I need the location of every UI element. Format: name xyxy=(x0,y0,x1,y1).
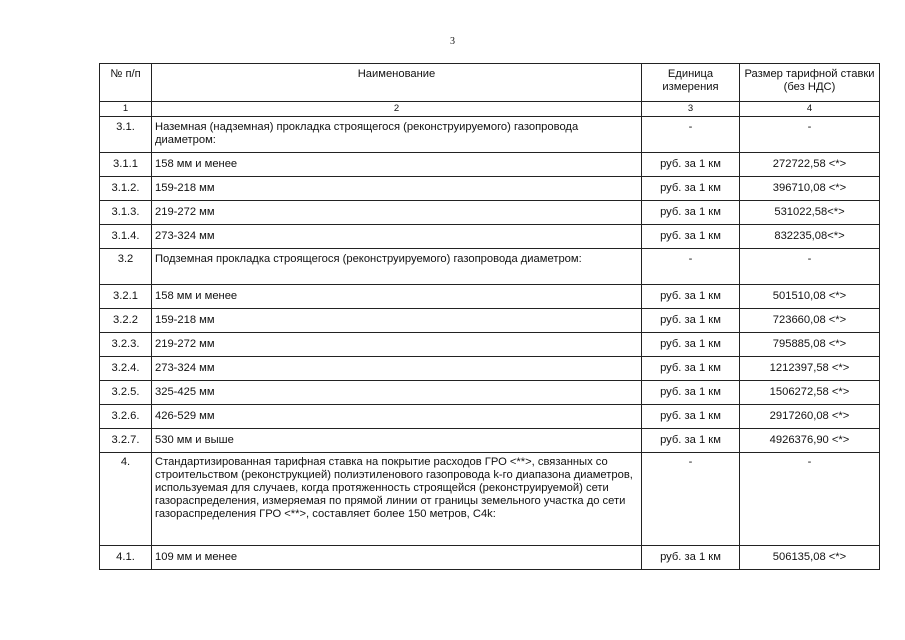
table-row xyxy=(100,381,880,405)
row-unit: - xyxy=(642,117,740,153)
row-rate: 272722,58 <*> xyxy=(740,153,880,177)
row-rate: 723660,08 <*> xyxy=(740,309,880,333)
row-name: 273-324 мм xyxy=(152,357,642,381)
table-row xyxy=(100,201,880,225)
row-number: 3.2.3. xyxy=(100,333,152,357)
table-row xyxy=(100,429,880,453)
row-unit: - xyxy=(642,249,740,285)
row-rate: 795885,08 <*> xyxy=(740,333,880,357)
row-rate: 1506272,58 <*> xyxy=(740,381,880,405)
table-row xyxy=(100,333,880,357)
row-rate: 531022,58<*> xyxy=(740,201,880,225)
column-number: 4 xyxy=(740,102,880,117)
column-number: 1 xyxy=(100,102,152,117)
row-number: 3.1.3. xyxy=(100,201,152,225)
table-row xyxy=(100,453,880,546)
table-row xyxy=(100,285,880,309)
row-number: 4.1. xyxy=(100,546,152,570)
row-rate: 4926376,90 <*> xyxy=(740,429,880,453)
row-number: 3.2.6. xyxy=(100,405,152,429)
row-unit: руб. за 1 км xyxy=(642,177,740,201)
row-name: Стандартизированная тарифная ставка на покрытие расходов ГРО <**>, связанных со строительством (реконструкцией) полиэтиленового газопровода k-го диапазона диаметров, используемая для случаев, когда протяженность строящейся (реконструируемой) сети газораспределения, измеряемая по прямой линии от границы земельного участка до сети газораспределения ГРО <**>, составляет более 150 метров, С4k: xyxy=(152,453,642,546)
table-row xyxy=(100,357,880,381)
column-number: 2 xyxy=(152,102,642,117)
row-name: 530 мм и выше xyxy=(152,429,642,453)
header-number: № п/п xyxy=(100,64,152,102)
table-row xyxy=(100,249,880,285)
row-number: 4. xyxy=(100,453,152,546)
table-row xyxy=(100,117,880,153)
row-rate: 506135,08 <*> xyxy=(740,546,880,570)
table-row xyxy=(100,177,880,201)
page-number: 3 xyxy=(450,36,455,47)
row-unit: руб. за 1 км xyxy=(642,381,740,405)
header-unit: Единица измерения xyxy=(642,64,740,102)
row-number: 3.2.4. xyxy=(100,357,152,381)
row-name: 219-272 мм xyxy=(152,201,642,225)
column-number: 3 xyxy=(642,102,740,117)
tariff-table xyxy=(99,63,880,570)
row-rate: 2917260,08 <*> xyxy=(740,405,880,429)
row-unit: руб. за 1 км xyxy=(642,225,740,249)
row-unit: руб. за 1 км xyxy=(642,429,740,453)
row-number: 3.1.2. xyxy=(100,177,152,201)
row-unit: руб. за 1 км xyxy=(642,405,740,429)
table-row xyxy=(100,225,880,249)
row-rate: 832235,08<*> xyxy=(740,225,880,249)
row-number: 3.2 xyxy=(100,249,152,285)
row-rate: 501510,08 <*> xyxy=(740,285,880,309)
table-row xyxy=(100,309,880,333)
row-unit: руб. за 1 км xyxy=(642,357,740,381)
table-row xyxy=(100,405,880,429)
row-number: 3.1.1 xyxy=(100,153,152,177)
row-number: 3.2.1 xyxy=(100,285,152,309)
row-number: 3.2.2 xyxy=(100,309,152,333)
row-rate: 1212397,58 <*> xyxy=(740,357,880,381)
row-rate: 396710,08 <*> xyxy=(740,177,880,201)
row-rate: - xyxy=(740,249,880,285)
row-unit: руб. за 1 км xyxy=(642,153,740,177)
row-name: 109 мм и менее xyxy=(152,546,642,570)
row-number: 3.1.4. xyxy=(100,225,152,249)
row-unit: руб. за 1 км xyxy=(642,546,740,570)
row-rate: - xyxy=(740,453,880,546)
row-name: Наземная (надземная) прокладка строящегося (реконструируемого) газопровода диаметром: xyxy=(152,117,642,153)
row-unit: руб. за 1 км xyxy=(642,201,740,225)
row-unit: - xyxy=(642,453,740,546)
row-unit: руб. за 1 км xyxy=(642,333,740,357)
table-header-row xyxy=(100,64,880,102)
row-name: 325-425 мм xyxy=(152,381,642,405)
row-name: 273-324 мм xyxy=(152,225,642,249)
row-name: 159-218 мм xyxy=(152,177,642,201)
header-rate: Размер тарифной ставки (без НДС) xyxy=(740,64,880,102)
row-name: 159-218 мм xyxy=(152,309,642,333)
row-name: 158 мм и менее xyxy=(152,153,642,177)
row-number: 3.2.5. xyxy=(100,381,152,405)
column-numbers-row xyxy=(100,102,880,117)
row-name: 219-272 мм xyxy=(152,333,642,357)
row-unit: руб. за 1 км xyxy=(642,285,740,309)
table-row xyxy=(100,546,880,570)
row-rate: - xyxy=(740,117,880,153)
header-name: Наименование xyxy=(152,64,642,102)
table-row xyxy=(100,153,880,177)
row-number: 3.1. xyxy=(100,117,152,153)
row-unit: руб. за 1 км xyxy=(642,309,740,333)
row-name: 158 мм и менее xyxy=(152,285,642,309)
row-name: 426-529 мм xyxy=(152,405,642,429)
row-number: 3.2.7. xyxy=(100,429,152,453)
row-name: Подземная прокладка строящегося (реконструируемого) газопровода диаметром: xyxy=(152,249,642,285)
